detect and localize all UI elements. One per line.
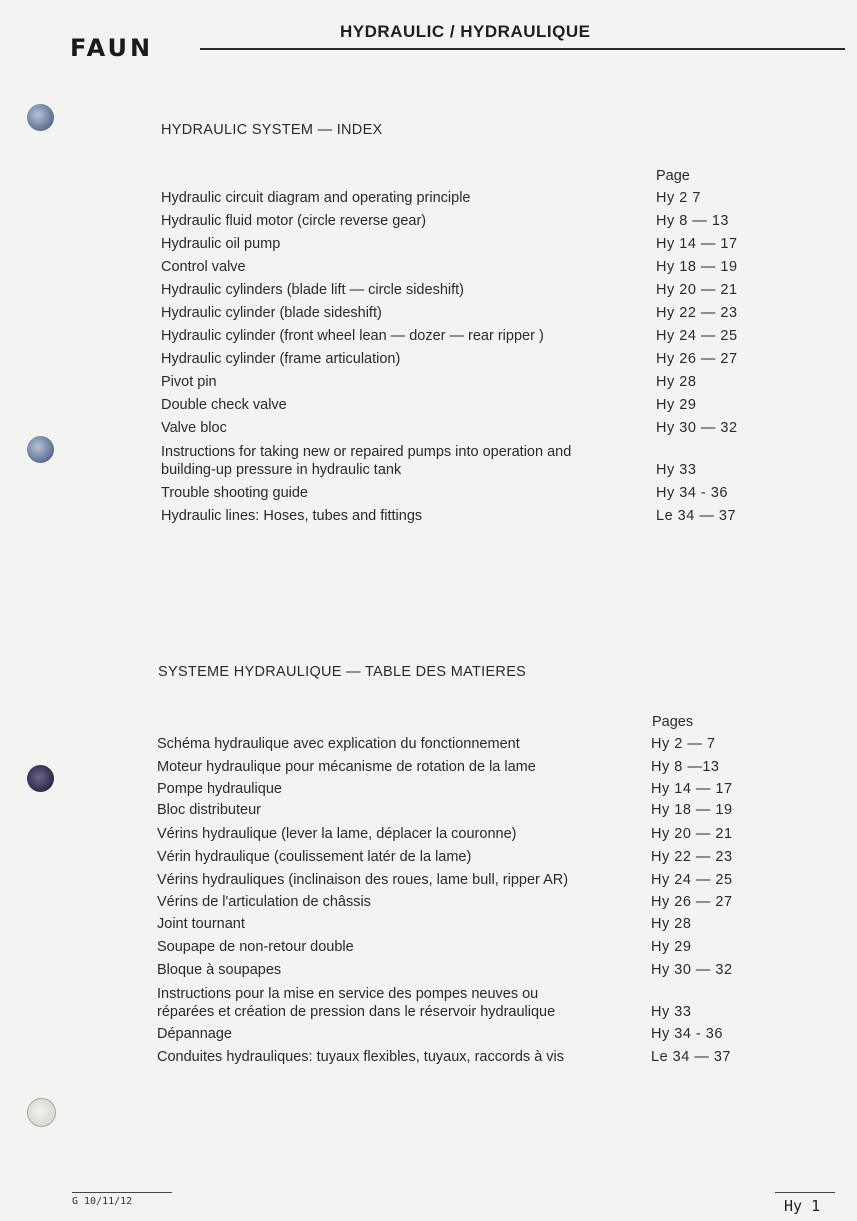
entry-title: Hydraulic cylinder (blade sideshift) xyxy=(161,305,382,321)
entry-title: Vérin hydraulique (coulissement latér de la lame) xyxy=(157,849,472,865)
entry-pages: Le 34 — 37 xyxy=(651,1049,731,1065)
entry-pages: Hy 29 xyxy=(651,939,692,955)
entry-title: Instructions pour la mise en service des pompes neuves ou xyxy=(157,986,539,1002)
entry-pages: Hy 20 — 21 xyxy=(656,282,738,298)
entry-title: Conduites hydrauliques: tuyaux flexibles, tuyaux, raccords à vis xyxy=(157,1049,565,1065)
entry-title: Bloque à soupapes xyxy=(157,962,282,978)
entry-pages: Hy 26 — 27 xyxy=(656,351,738,367)
document-code: G 10/11/12 xyxy=(72,1196,133,1207)
entry-pages: Hy 28 xyxy=(656,374,697,390)
entry-title: Instructions for taking new or repaired pumps into operation and xyxy=(161,444,572,460)
entry-title: Hydraulic oil pump xyxy=(161,236,281,252)
entry-title: Hydraulic lines: Hoses, tubes and fittings xyxy=(161,508,423,524)
entry-title: Soupape de non-retour double xyxy=(157,939,354,955)
entry-pages: Hy 2 — 7 xyxy=(651,736,716,752)
punch-hole xyxy=(27,1098,56,1127)
entry-pages: Hy 24 — 25 xyxy=(656,328,738,344)
faun-logo: FAUN xyxy=(70,34,154,62)
entry-pages: Hy 33 xyxy=(651,1004,692,1020)
entry-pages: Hy 14 — 17 xyxy=(651,781,733,797)
entry-pages: Hy 26 — 27 xyxy=(651,894,733,910)
entry-title: Hydraulic cylinders (blade lift — circle sideshift) xyxy=(161,282,464,298)
entry-title: Hydraulic cylinder (front wheel lean — dozer — rear ripper ) xyxy=(161,328,544,344)
entry-pages: Hy 18 — 19 xyxy=(651,802,733,818)
entry-title: Double check valve xyxy=(161,397,287,413)
entry-pages: Hy 20 — 21 xyxy=(651,826,733,842)
entry-pages: Hy 24 — 25 xyxy=(651,872,733,888)
entry-pages: Hy 33 xyxy=(656,462,697,478)
page-header-title: HYDRAULIC / HYDRAULIQUE xyxy=(340,22,591,41)
entry-title: Vérins hydraulique (lever la lame, déplacer la couronne) xyxy=(157,826,517,842)
entry-title: Bloc distributeur xyxy=(157,802,261,818)
page-column-header: Page xyxy=(656,168,690,184)
entry-pages: Hy 30 — 32 xyxy=(651,962,733,978)
entry-pages: Hy 22 — 23 xyxy=(656,305,738,321)
footer-rule xyxy=(775,1192,835,1193)
entry-title: Schéma hydraulique avec explication du fonctionnement xyxy=(157,736,520,752)
entry-pages: Hy 34 - 36 xyxy=(656,485,728,501)
entry-pages: Hy 18 — 19 xyxy=(656,259,738,275)
entry-title: Control valve xyxy=(161,259,246,275)
entry-title: Hydraulic circuit diagram and operating principle xyxy=(161,190,471,206)
entry-pages: Hy 30 — 32 xyxy=(656,420,738,436)
index-title-english: HYDRAULIC SYSTEM — INDEX xyxy=(161,122,383,138)
punch-hole xyxy=(27,104,54,131)
entry-title: Vérins de l'articulation de châssis xyxy=(157,894,371,910)
entry-title: Trouble shooting guide xyxy=(161,485,308,501)
entry-title: Joint tournant xyxy=(157,916,245,932)
entry-title: Dépannage xyxy=(157,1026,232,1042)
entry-title: Hydraulic fluid motor (circle reverse gear) xyxy=(161,213,427,229)
entry-title: Hydraulic cylinder (frame articulation) xyxy=(161,351,401,367)
entry-pages: Hy 2 7 xyxy=(656,190,701,206)
entry-pages: Hy 29 xyxy=(656,397,697,413)
entry-pages: Hy 28 xyxy=(651,916,692,932)
index-title-french: SYSTEME HYDRAULIQUE — TABLE DES MATIERES xyxy=(158,664,527,680)
header-rule xyxy=(200,48,845,50)
entry-pages: Le 34 — 37 xyxy=(656,508,736,524)
entry-title: Pompe hydraulique xyxy=(157,781,282,797)
entry-pages: Hy 34 - 36 xyxy=(651,1026,723,1042)
entry-pages: Hy 8 — 13 xyxy=(656,213,729,229)
entry-title: Valve bloc xyxy=(161,420,227,436)
entry-pages: Hy 14 — 17 xyxy=(656,236,738,252)
pages-column-header: Pages xyxy=(652,714,694,730)
entry-title: Pivot pin xyxy=(161,374,217,390)
entry-title: Moteur hydraulique pour mécanisme de rotation de la lame xyxy=(157,759,536,775)
punch-hole xyxy=(27,765,54,792)
page-number: Hy 1 xyxy=(784,1197,821,1215)
entry-title: building-up pressure in hydraulic tank xyxy=(161,462,402,478)
footer-rule xyxy=(72,1192,172,1193)
entry-title: réparées et création de pression dans le réservoir hydraulique xyxy=(157,1004,556,1020)
punch-hole xyxy=(27,436,54,463)
entry-pages: Hy 8 —13 xyxy=(651,759,720,775)
entry-pages: Hy 22 — 23 xyxy=(651,849,733,865)
entry-title: Vérins hydrauliques (inclinaison des roues, lame bull, ripper AR) xyxy=(157,872,569,888)
